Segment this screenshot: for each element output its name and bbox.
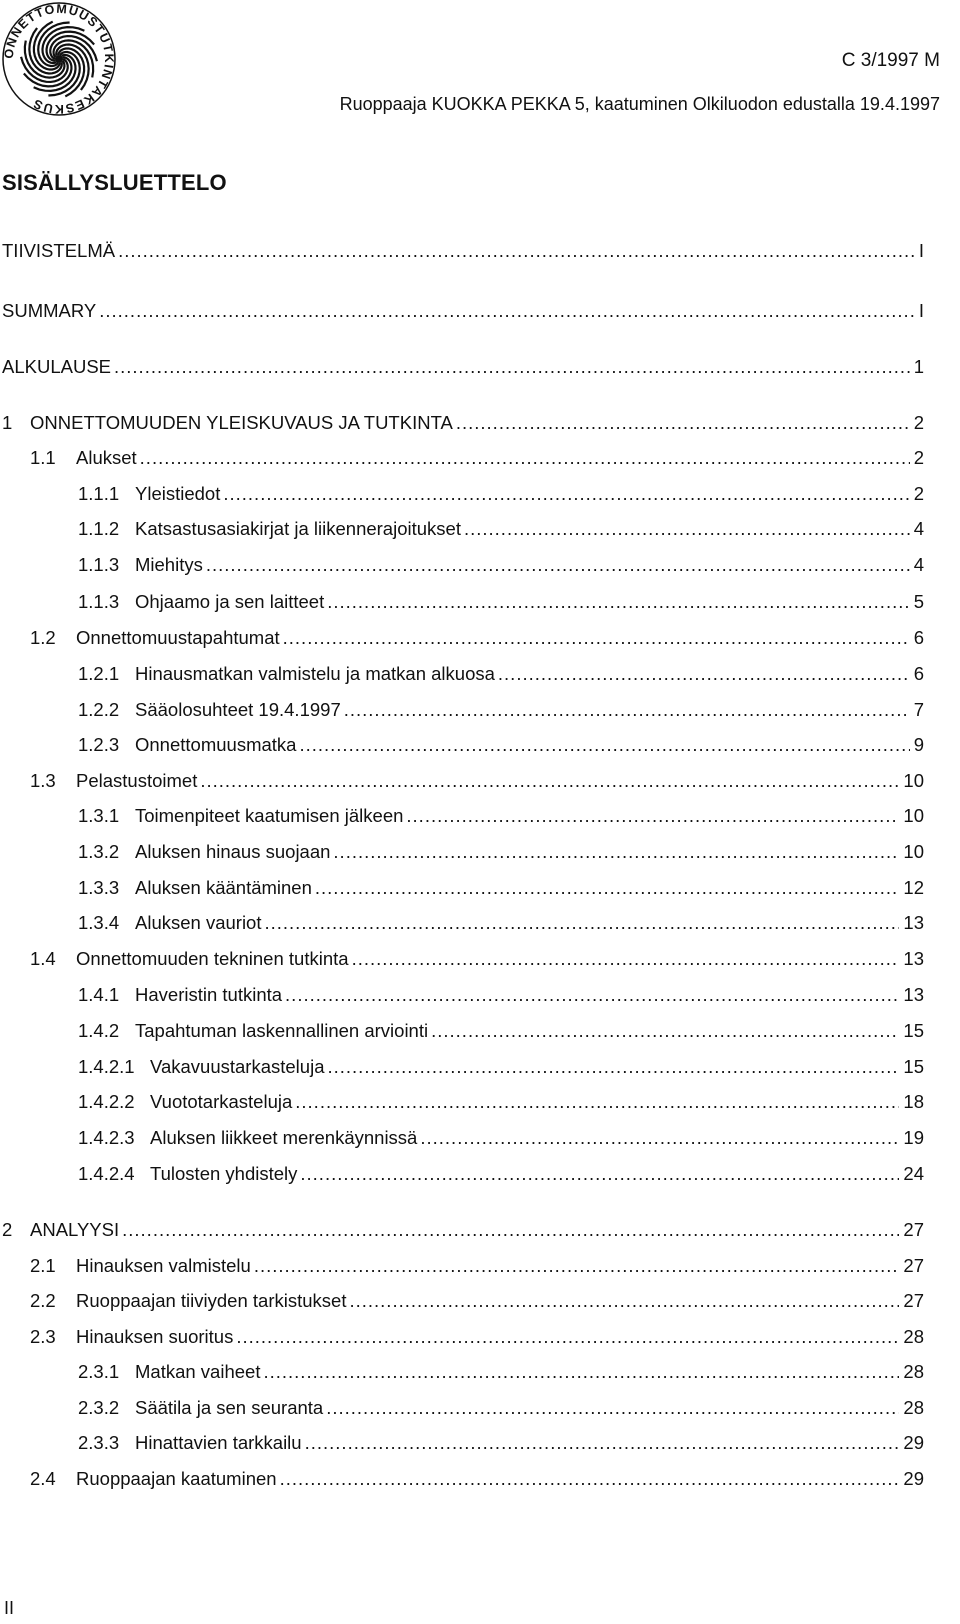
toc-entry-page: 2 [913, 447, 924, 468]
toc-entry-title: Ruoppaajan kaatuminen [76, 1468, 277, 1489]
toc-entry-number: 1.4.2.4 [78, 1163, 135, 1184]
toc-entry-page: 13 [903, 948, 924, 969]
toc-entry-page: 10 [903, 841, 924, 862]
dot-leader [305, 1432, 900, 1454]
toc-entry-page: 2 [913, 412, 924, 433]
toc-entry[interactable] [30, 1290, 924, 1316]
page-number: II [4, 1598, 15, 1618]
toc-entry-number: 1.4.1 [78, 984, 120, 1005]
toc-entry-page: 4 [913, 518, 924, 539]
dot-leader [431, 1020, 899, 1042]
toc-entry-page: 29 [903, 1432, 924, 1453]
dot-leader [200, 770, 899, 792]
dot-leader [299, 734, 909, 756]
toc-entry-number: 1.3.1 [78, 805, 120, 826]
toc-entry-number: 1.2.3 [78, 734, 120, 755]
toc-entry[interactable] [30, 770, 924, 796]
dot-leader [420, 1127, 899, 1149]
toc-entry-page: 27 [903, 1290, 924, 1311]
dot-leader [264, 912, 899, 934]
document-title: Ruoppaaja KUOKKA PEKKA 5, kaatuminen Olkiluodon edustalla 19.4.1997 [339, 94, 940, 114]
dot-leader [333, 841, 899, 863]
toc-entry-number: 1.1 [30, 447, 56, 468]
toc-entry-title: Vakavuustarkasteluja [150, 1056, 325, 1077]
dot-leader [406, 805, 899, 827]
toc-entry-title: Matkan vaiheet [135, 1361, 261, 1382]
toc-entry-title: ONNETTOMUUDEN YLEISKUVAUS JA TUTKINTA [30, 412, 453, 433]
toc-entry-page: 12 [903, 877, 924, 898]
toc-entry-number: 1.2 [30, 627, 56, 648]
toc-entry-page: 19 [903, 1127, 924, 1148]
toc-entry-title: Yleistiedot [135, 483, 221, 504]
toc-entry-page: 28 [903, 1361, 924, 1382]
toc-entry-page: 28 [903, 1397, 924, 1418]
toc-entry-page: 15 [903, 1020, 924, 1041]
toc-entry-title: Miehitys [135, 554, 203, 575]
toc-entry-number: 1.1.3 [78, 591, 120, 612]
dot-leader [206, 554, 910, 576]
toc-entry-page: I [918, 300, 924, 321]
toc-entry-page: 13 [903, 912, 924, 933]
toc-entry-page: 24 [903, 1163, 924, 1184]
toc-entry[interactable] [2, 1219, 924, 1245]
toc-entry-number: 1.4 [30, 948, 56, 969]
toc-entry-title: Aluksen hinaus suojaan [135, 841, 331, 862]
toc-entry-title: Onnettomuuden tekninen tutkinta [76, 948, 349, 969]
toc-entry-number: 2.3 [30, 1326, 56, 1347]
toc-entry[interactable] [30, 627, 924, 653]
toc-entry-number: 2.4 [30, 1468, 56, 1489]
dot-leader [254, 1255, 900, 1277]
toc-heading: SISÄLLYSLUETTELO [2, 170, 227, 195]
dot-leader [118, 240, 915, 262]
toc-entry[interactable] [78, 1056, 924, 1082]
toc-entry-number: 2.3.2 [78, 1397, 120, 1418]
toc-entry[interactable] [78, 591, 924, 617]
toc-entry-page: 7 [913, 699, 924, 720]
toc-entry[interactable] [78, 518, 924, 544]
dot-leader [300, 1163, 899, 1185]
toc-entry[interactable] [78, 1020, 924, 1046]
dot-leader [99, 300, 915, 322]
toc-entry-number: 2 [2, 1219, 13, 1240]
toc-entry[interactable] [2, 300, 924, 326]
toc-entry-page: 28 [903, 1326, 924, 1347]
toc-entry-title: Aluksen vauriot [135, 912, 262, 933]
dot-leader [140, 447, 910, 469]
dot-leader [280, 1468, 900, 1490]
dot-leader [122, 1219, 899, 1241]
toc-entry-title: Tapahtuman laskennallinen arviointi [135, 1020, 429, 1041]
toc-entry-number: 2.3.3 [78, 1432, 120, 1453]
toc-entry[interactable] [2, 356, 924, 382]
toc-entry-title: Katsastusasiakirjat ja liikennerajoitukset [135, 518, 461, 539]
dot-leader [352, 948, 900, 970]
dot-leader [285, 984, 899, 1006]
toc-entry[interactable] [78, 1361, 924, 1387]
toc-entry[interactable] [78, 699, 924, 725]
dot-leader [327, 1056, 899, 1078]
toc-entry[interactable] [78, 554, 924, 580]
toc-entry-title: ALKULAUSE [2, 356, 111, 377]
dot-leader [327, 591, 909, 613]
toc-entry-title: Ruoppaajan tiiviyden tarkistukset [76, 1290, 347, 1311]
toc-entry[interactable] [78, 483, 924, 509]
toc-entry-number: 1.4.2.2 [78, 1091, 135, 1112]
toc-entry-page: 15 [903, 1056, 924, 1077]
document-code: C 3/1997 M [841, 50, 940, 71]
toc-entry[interactable] [78, 1432, 924, 1458]
toc-entry[interactable] [30, 1255, 924, 1281]
toc-entry-page: I [918, 240, 924, 261]
toc-entry-page: 2 [913, 483, 924, 504]
logo-ring-text: ONNETTOMUUSTUTKINTAKESKUS [1, 1, 117, 117]
toc-entry-number: 1.3.3 [78, 877, 120, 898]
toc-entry[interactable] [78, 1127, 924, 1153]
dot-leader [223, 483, 909, 505]
toc-entry-number: 1.4.2.1 [78, 1056, 135, 1077]
toc-entry-page: 5 [913, 591, 924, 612]
toc-entry-page: 18 [903, 1091, 924, 1112]
toc-entry-title: Hinattavien tarkkailu [135, 1432, 302, 1453]
toc-entry-title: Hinausmatkan valmistelu ja matkan alkuosa [135, 663, 495, 684]
dot-leader [263, 1361, 899, 1383]
toc-entry-title: TIIVISTELMÄ [2, 240, 116, 261]
dot-leader [283, 627, 910, 649]
toc-entry-number: 1.4.2.3 [78, 1127, 135, 1148]
toc-entry[interactable] [78, 734, 924, 760]
toc-entry-number: 1.3.4 [78, 912, 120, 933]
toc-entry[interactable] [78, 1163, 924, 1189]
dot-leader [236, 1326, 899, 1348]
toc-entry[interactable] [30, 948, 924, 974]
toc-entry-title: Aluksen kääntäminen [135, 877, 312, 898]
toc-entry-number: 1.3 [30, 770, 56, 791]
toc-entry[interactable] [78, 1397, 924, 1423]
logo-center-dot [55, 55, 63, 63]
dot-leader [295, 1091, 899, 1113]
toc-entry-number: 1.2.2 [78, 699, 120, 720]
toc-entry-number: 2.1 [30, 1255, 56, 1276]
toc-entry-number: 1.4.2 [78, 1020, 120, 1041]
dot-leader [114, 356, 910, 378]
toc-entry-title: Tulosten yhdistely [150, 1163, 298, 1184]
toc-entry[interactable] [30, 1326, 924, 1352]
toc-entry-page: 27 [903, 1219, 924, 1240]
dot-leader [456, 412, 910, 434]
toc-entry-number: 1.3.2 [78, 841, 120, 862]
toc-entry[interactable] [78, 805, 924, 831]
toc-entry-page: 4 [913, 554, 924, 575]
toc-entry[interactable] [30, 447, 924, 473]
toc-entry[interactable] [78, 841, 924, 867]
toc-entry-page: 13 [903, 984, 924, 1005]
toc-entry[interactable] [78, 663, 924, 689]
dot-leader [326, 1397, 899, 1419]
toc-entry-title: Haveristin tutkinta [135, 984, 283, 1005]
toc-entry-page: 6 [913, 663, 924, 684]
toc-entry-title: Toimenpiteet kaatumisen jälkeen [135, 805, 404, 826]
toc-entry-page: 10 [903, 770, 924, 791]
dot-leader [464, 518, 910, 540]
toc-entry-title: Aluksen liikkeet merenkäynnissä [150, 1127, 418, 1148]
toc-entry-title: Sääolosuhteet 19.4.1997 [135, 699, 341, 720]
toc-entry[interactable] [78, 1091, 924, 1117]
toc-entry-number: 2.3.1 [78, 1361, 120, 1382]
toc-entry-number: 1.1.3 [78, 554, 120, 575]
toc-entry-number: 1.2.1 [78, 663, 120, 684]
toc-entry-title: Hinauksen valmistelu [76, 1255, 251, 1276]
dot-leader [315, 877, 900, 899]
toc-entry-number: 1.1.2 [78, 518, 120, 539]
toc-entry[interactable] [2, 240, 924, 266]
toc-entry-title: SUMMARY [2, 300, 97, 321]
toc-entry-title: Säätila ja sen seuranta [135, 1397, 324, 1418]
toc-entry-page: 6 [913, 627, 924, 648]
toc-entry-title: Pelastustoimet [76, 770, 198, 791]
toc-entry-title: Onnettomuustapahtumat [76, 627, 280, 648]
toc-entry[interactable] [78, 877, 924, 903]
dot-leader [344, 699, 910, 721]
dot-leader [349, 1290, 899, 1312]
accident-investigation-board-logo [0, 0, 118, 118]
toc-entry[interactable] [30, 1468, 924, 1494]
toc-entry-title: Vuototarkasteluja [150, 1091, 293, 1112]
toc-entry-page: 29 [903, 1468, 924, 1489]
toc-entry-number: 1 [2, 412, 13, 433]
toc-entry-page: 10 [903, 805, 924, 826]
toc-entry-title: Hinauksen suoritus [76, 1326, 234, 1347]
toc-entry-page: 9 [913, 734, 924, 755]
toc-entry[interactable] [78, 984, 924, 1010]
toc-entry[interactable] [2, 412, 924, 438]
toc-entry-number: 2.2 [30, 1290, 56, 1311]
toc-entry[interactable] [78, 912, 924, 938]
dot-leader [498, 663, 910, 685]
toc-entry-page: 1 [913, 356, 924, 377]
toc-entry-title: ANALYYSI [30, 1219, 120, 1240]
toc-entry-title: Ohjaamo ja sen laitteet [135, 591, 325, 612]
toc-entry-page: 27 [903, 1255, 924, 1276]
toc-entry-title: Onnettomuusmatka [135, 734, 297, 755]
toc-entry-number: 1.1.1 [78, 483, 120, 504]
toc-entry-title: Alukset [76, 447, 137, 468]
